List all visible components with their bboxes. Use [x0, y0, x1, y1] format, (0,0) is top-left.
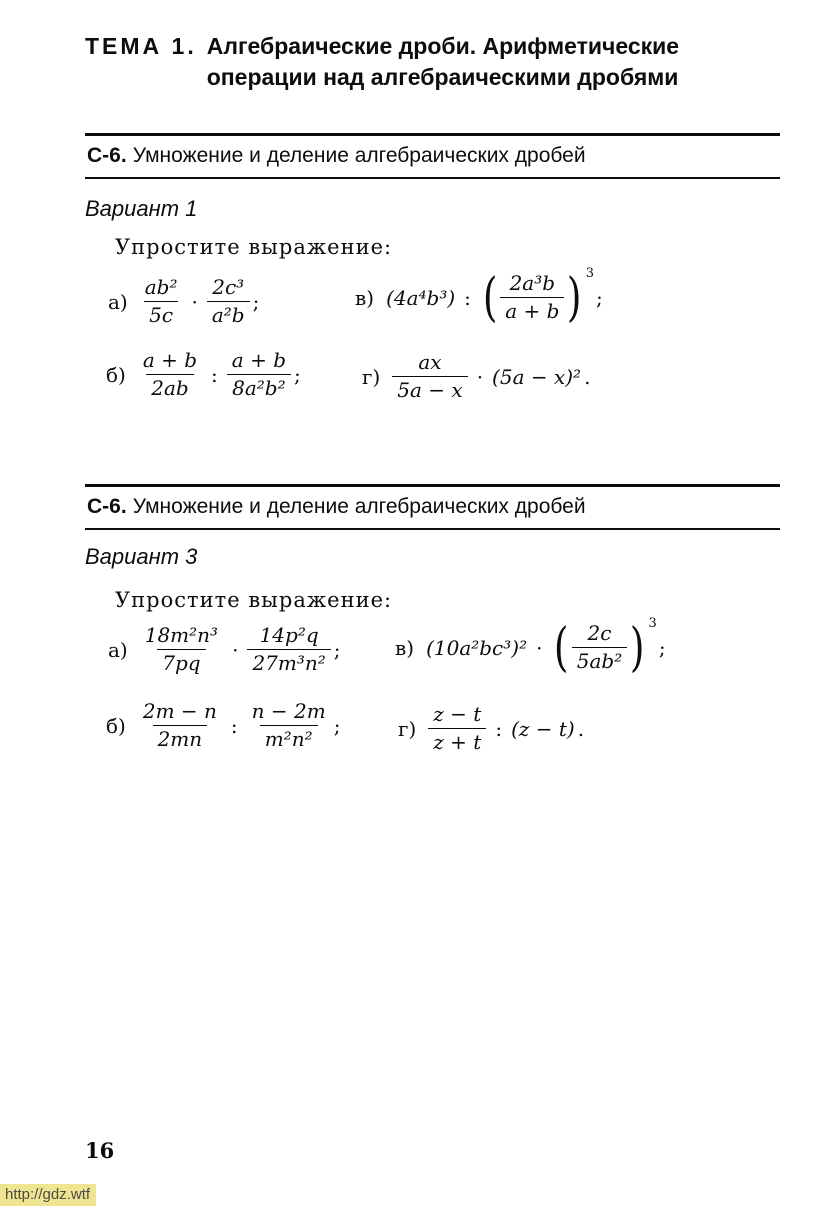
variant-1-label: Вариант 1: [85, 196, 198, 221]
operator: ·: [476, 364, 484, 389]
operator: ·: [232, 637, 239, 662]
exercise-label: б): [106, 362, 126, 387]
exercise-v1-v: в) (4a⁴b³) : ( $\frac{\text{2a³b}}{a + b}$ ) 3 ;: [355, 266, 603, 328]
fraction-numerator: 18m²n³: [144, 623, 219, 647]
operator: :: [230, 713, 238, 738]
exponent: 3: [648, 616, 657, 631]
punctuation: ;: [294, 362, 301, 387]
fraction-numerator: 2a³b: [509, 271, 556, 295]
exercise-v3-v: в) (10a²bc³)² · ( $\frac{2c}{\text{5ab²}}$ ) 3 ;: [395, 616, 666, 678]
instruction-text: Упростите выражение:: [115, 235, 393, 259]
exercise-v3-g: [398, 703, 584, 754]
fraction: [392, 351, 467, 402]
exercise-label: а): [108, 637, 128, 662]
section-header-2: [85, 484, 780, 530]
operator: ·: [191, 289, 198, 314]
fraction-denominator: m²n²: [260, 725, 318, 751]
section-header-1: [85, 133, 780, 179]
fraction-denominator: 8a²b²: [227, 374, 291, 400]
fraction-numerator: 14p²q: [259, 623, 319, 647]
chapter-title-text: [207, 31, 679, 93]
punctuation: .: [584, 364, 591, 389]
fraction-numerator: 2c: [587, 621, 612, 645]
fraction-numerator: ax: [418, 350, 442, 374]
watermark-url: http://gdz.wtf: [0, 1184, 96, 1206]
fraction-numerator: 2m − n: [142, 699, 217, 723]
fraction-denominator: 5c: [144, 301, 178, 327]
section-code: С-6.: [87, 495, 127, 518]
exercise-label: в): [395, 635, 415, 660]
fraction-numerator: z − t: [433, 702, 482, 726]
exercise-label: б): [106, 713, 126, 738]
chapter-title: [85, 31, 765, 93]
exercise-label: г): [362, 364, 381, 389]
exercise-v1-g: [362, 351, 590, 402]
chapter-title-line2: операции над алгебраическими дробями: [206, 64, 679, 90]
fraction: [138, 700, 222, 751]
exercise-label: г): [398, 716, 417, 741]
punctuation: ;: [658, 635, 666, 660]
section-heading: Умножение и деление алгебраических дробей: [132, 144, 586, 167]
expression-term: (5a − x)²: [492, 364, 582, 389]
page-number: 16: [85, 1138, 115, 1163]
punctuation: .: [577, 716, 585, 741]
exercise-v1-b: [106, 349, 301, 400]
fraction-numerator: a + b: [231, 348, 286, 372]
operator: ·: [536, 635, 543, 660]
exercise-label: в): [355, 285, 375, 310]
fraction-numerator: n − 2m: [251, 699, 326, 723]
fraction: [140, 624, 223, 675]
fraction: [247, 624, 330, 675]
fraction: [500, 272, 564, 323]
chapter-title-line1: Алгебраические дроби. Арифметические: [206, 33, 680, 59]
fraction-numerator: ab²: [144, 275, 178, 299]
expression-term: (10a²bc³)²: [426, 635, 528, 660]
operator: :: [464, 285, 471, 310]
fraction-numerator: 2c³: [212, 275, 245, 299]
fraction-denominator: 2mn: [153, 725, 208, 751]
fraction: [247, 700, 331, 751]
fraction-denominator: z + t: [428, 728, 486, 754]
punctuation: ;: [333, 637, 341, 662]
chapter-number: ТЕМА 1.: [85, 33, 197, 59]
operator: :: [495, 716, 503, 741]
punctuation: ;: [252, 289, 260, 314]
fraction: [227, 349, 291, 400]
punctuation: ;: [595, 285, 603, 310]
fraction-numerator: a + b: [142, 348, 198, 372]
fraction-denominator: 5ab²: [572, 647, 627, 673]
fraction-denominator: a²b: [207, 301, 250, 327]
exercise-label: а): [108, 289, 128, 314]
fraction: [207, 276, 250, 327]
punctuation: ;: [333, 713, 341, 738]
instruction-text: Упростите выражение:: [115, 588, 393, 612]
exercise-v1-a: [108, 276, 259, 327]
fraction: [138, 349, 202, 400]
exponent: 3: [585, 266, 594, 281]
fraction: [572, 622, 627, 673]
expression-term: (z − t): [511, 716, 575, 741]
fraction: [428, 703, 486, 754]
section-heading: Умножение и деление алгебраических дробей: [132, 495, 586, 518]
variant-3-label: Вариант 3: [85, 544, 198, 569]
exercise-v3-a: [108, 624, 341, 675]
fraction-denominator: 7pq: [157, 649, 205, 675]
exercise-v3-b: [106, 700, 340, 751]
fraction-denominator: a + b: [500, 297, 564, 323]
section-code: С-6.: [87, 144, 127, 167]
expression-term: (4a⁴b³): [386, 285, 456, 310]
fraction-denominator: 27m³n²: [247, 649, 330, 675]
fraction-denominator: 5a − x: [392, 376, 467, 402]
fraction: [140, 276, 183, 327]
fraction-denominator: 2ab: [146, 374, 193, 400]
operator: :: [211, 362, 218, 387]
